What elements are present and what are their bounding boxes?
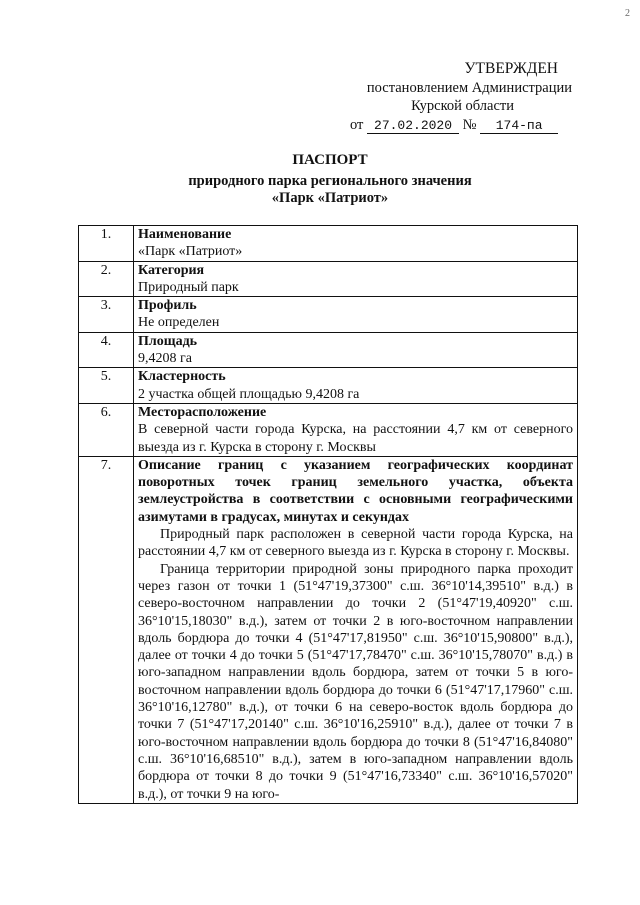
row-content: [134, 403, 578, 456]
approval-stamp: [350, 60, 580, 134]
row-content: [134, 297, 578, 333]
table-row: [79, 332, 578, 368]
approval-number: 174-па: [480, 118, 558, 134]
page-number: 2: [625, 8, 630, 19]
row-content: [134, 456, 578, 803]
row-number: 7.: [79, 456, 134, 803]
table-row: [79, 456, 578, 803]
table-row: [79, 403, 578, 456]
table-row: [79, 226, 578, 262]
row-value: «Парк «Патриот»: [138, 244, 243, 260]
table-row: [79, 368, 578, 404]
passport-table: [78, 225, 578, 804]
row-heading: Кластерность: [138, 369, 226, 385]
row-value: 9,4208 га: [138, 351, 192, 367]
row-value: Природный парк: [138, 279, 239, 295]
row-number: 4.: [79, 332, 134, 368]
document-title: [100, 152, 560, 207]
date-prefix: от: [350, 116, 364, 133]
approval-date: 27.02.2020: [367, 118, 459, 134]
boundary-paragraph-2: Граница территории природной зоны природного парка проходит через газон от точки 1 (51°47'19,37300" с.ш. 36°10'14,39510" в.д.) в северо-восточном направлении до точки 2 (51°47'19,40920" с.ш. 36°10'15,18030" в.д.), затем от точки 2 в юго-восточном направлении вдоль бордюра до точки 4 (51°47'17,81950" с.ш. 36°10'15,90800" в.д.), далее от точки 4 до точки 5 (51°47'17,78470" с.ш. 36°10'15,78070" в.д.) в юго-западном направлении вдоль бордюра, затем от точки 5 в юго-восточном направлении вдоль бордюра до точки 6 (51°47'17,17960" с.ш. 36°10'16,12780" в.д.), от точки 6 на северо-восток вдоль бордюра до точки 7 (51°47'17,20140" с.ш. 36°10'16,25910" в.д.), далее от точки 7 в юго-восточном направлении вдоль бордюра до точки 8 (51°47'16,84080" с.ш. 36°10'16,68510" в.д.), затем в юго-западном направлении вдоль бордюра от точки 8 до точки 9 (51°47'16,73340" с.ш. 36°10'16,57020" в.д.), от точки 9 на юго-: [138, 561, 573, 802]
row-number: 2.: [79, 261, 134, 297]
row-value: Не определен: [138, 315, 220, 331]
row-number: 6.: [79, 403, 134, 456]
row-content: [134, 226, 578, 262]
row-content: [134, 332, 578, 368]
row-number: 5.: [79, 368, 134, 404]
row-heading: Профиль: [138, 298, 197, 314]
row-heading: Наименование: [138, 227, 232, 242]
row-number: 1.: [79, 226, 134, 262]
approval-title: УТВЕРЖДЕН: [464, 60, 558, 77]
row-heading: Категория: [138, 262, 205, 278]
approval-date-line: [350, 116, 580, 135]
row-heading: Месторасположение: [138, 404, 267, 420]
table-row: [79, 261, 578, 297]
row-value: В северной части города Курска, на расстоянии 4,7 км от северного выезда из г. Курска в сторону г. Москвы: [138, 422, 573, 455]
boundary-paragraph-1: Природный парк расположен в северной части города Курска, на расстоянии 4,7 км от северного выезда из г. Курска в сторону г. Москвы.: [138, 527, 573, 560]
title-line-1: ПАСПОРТ: [292, 152, 368, 168]
title-line-3: «Парк «Патриот»: [271, 190, 389, 206]
row-number: 3.: [79, 297, 134, 333]
approval-line-1: постановлением Администрации: [366, 79, 572, 96]
row-value: 2 участка общей площадью 9,4208 га: [138, 386, 360, 402]
row-content: [134, 261, 578, 297]
table-row: [79, 297, 578, 333]
row-heading: Описание границ с указанием географических координат поворотных точек границ земельного участка, объекта землеустройства в соответствии с основными географическими азимутами в градусах, минутах и секундах: [138, 457, 573, 525]
row-content: [134, 368, 578, 404]
approval-line-2: Курской области: [411, 98, 514, 114]
row-heading: Площадь: [138, 333, 198, 349]
title-line-2: природного парка регионального значения: [188, 173, 472, 189]
number-prefix: №: [462, 116, 477, 133]
